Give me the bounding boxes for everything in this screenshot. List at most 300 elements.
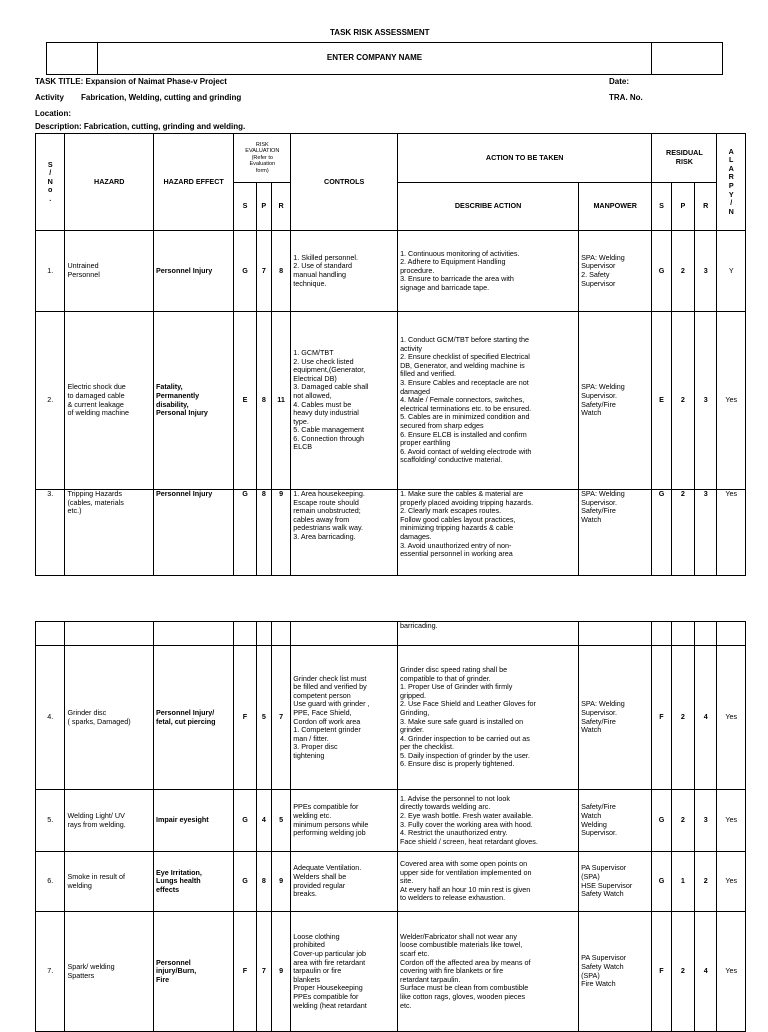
cont-cell	[652, 622, 671, 646]
text-line: performing welding job	[293, 828, 366, 838]
severity-cell: G	[234, 790, 256, 852]
text-line: Impair eyesight	[155, 815, 209, 825]
cont-cell	[153, 622, 233, 646]
text-line: Y	[728, 189, 734, 199]
text-line: welding etc.	[293, 810, 332, 820]
text-line: A	[728, 163, 734, 173]
text-line: disability,	[155, 399, 189, 409]
residual-p-cell: 2	[671, 912, 694, 1032]
text-line: 2. Clearly mark escapes routes.	[400, 506, 502, 516]
text-line: HSE Supervisor	[581, 880, 633, 890]
text-line: PA Supervisor	[581, 863, 627, 873]
probability-cell: 4	[256, 790, 271, 852]
text-line: form)	[255, 167, 269, 174]
text-line: properly placed avoiding tripping hazards.	[400, 497, 534, 507]
residual-r-cell: 2	[695, 852, 717, 912]
text-line: PPE, Face Shield,	[293, 707, 352, 717]
controls-cell	[291, 790, 398, 852]
text-line: breaks.	[293, 889, 317, 899]
activity-label: Activity	[35, 93, 64, 102]
manpower-cell	[579, 312, 652, 490]
residual-s-cell: G	[652, 790, 671, 852]
text-line: Safety Watch	[581, 961, 624, 971]
hazard-header: HAZARD	[65, 134, 153, 231]
text-line: tarpaulin or fire	[293, 966, 342, 976]
text-line: 2. Safety	[581, 270, 610, 279]
text-line: PPEs compatible for	[293, 991, 359, 1001]
text-line: Electric shock due	[67, 382, 126, 392]
actions-cell	[398, 312, 579, 490]
text-line: PA Supervisor	[581, 953, 627, 963]
text-line: 4. Cables must be	[293, 399, 352, 409]
text-line: 1. Conduct GCM/TBT before starting the	[400, 335, 529, 345]
text-line: Use guard with grinder ,	[293, 699, 370, 709]
cont-cell	[256, 622, 271, 646]
text-line: SPA: Welding	[581, 252, 625, 262]
controls-cell	[291, 312, 398, 490]
row-number: 1.	[36, 231, 65, 312]
describe-action-header: DESCRIBE ACTION	[398, 183, 579, 231]
hazard-effect-cell	[153, 790, 233, 852]
text-line: retardant tarpaulin.	[400, 974, 461, 984]
text-line: RISK	[675, 157, 693, 166]
probability-cell: 8	[256, 490, 271, 576]
actions-cell	[398, 852, 579, 912]
text-line: 3. Damaged cable shall	[293, 382, 369, 392]
text-line: DB, Generator, and welding machine is	[400, 360, 525, 370]
text-line: Personnel Injury	[155, 489, 213, 498]
text-line: 3. Area barricading.	[293, 531, 356, 541]
table-row	[36, 490, 746, 576]
row-number: 3.	[36, 490, 65, 576]
text-line: Supervisor	[581, 261, 616, 271]
severity-cell: F	[234, 912, 256, 1032]
text-line: 6. Connection through	[293, 433, 365, 443]
alarp-header	[717, 134, 746, 231]
actions-cell	[398, 490, 579, 576]
text-line: Fatality,	[155, 382, 183, 392]
residual-p-cell: 2	[671, 231, 694, 312]
text-line: Safety/Fire	[581, 399, 616, 409]
row-number: 5.	[36, 790, 65, 852]
text-line: Spark/ welding	[67, 961, 115, 971]
text-line: of welding machine	[67, 408, 130, 418]
text-line: 3. Proper disc	[293, 742, 338, 752]
text-line: secured from sharp edges	[400, 420, 484, 430]
text-line: 6. Avoid contact of welding electrode with	[400, 446, 532, 456]
controls-cell	[291, 231, 398, 312]
text-line: loose combustible materials like towel,	[400, 940, 523, 950]
residual-r-cell: 3	[695, 790, 717, 852]
text-line: minimizing tripping hazards & cable	[400, 523, 514, 533]
text-line: rays from welding.	[67, 819, 126, 829]
text-line: Personnel	[155, 957, 191, 967]
text-line: Fire Watch	[581, 979, 616, 989]
text-line: Eye Irritation,	[155, 867, 202, 877]
text-line: A	[728, 146, 734, 156]
doc-title: TASK RISK ASSESSMENT	[330, 28, 430, 37]
company-name[interactable]: ENTER COMPANY NAME	[98, 43, 652, 75]
text-line: type.	[293, 416, 309, 426]
row-number: 4.	[36, 646, 65, 790]
text-line: to welders to release exhaustion.	[400, 893, 506, 903]
text-line: Electrical DB)	[293, 373, 337, 383]
text-line: 1. Proper Use of Grinder with firmly	[400, 682, 513, 692]
cont-cell	[717, 622, 746, 646]
text-line: pedestrians walk way.	[293, 523, 364, 533]
alarp-cell: Yes	[717, 912, 746, 1032]
residual-s-cell: G	[652, 490, 671, 576]
probability-cell: 7	[256, 912, 271, 1032]
hazard-effect-cell	[153, 912, 233, 1032]
text-line: gripped.	[400, 690, 427, 700]
alarp-cell: Yes	[717, 852, 746, 912]
row-number: 6.	[36, 852, 65, 912]
text-line: N	[728, 206, 734, 216]
text-line: 3. Fully cover the working area with hood.	[400, 819, 533, 829]
actions-cell	[398, 912, 579, 1032]
residual-r-cell: 4	[695, 912, 717, 1032]
text-line: Supervisor.	[581, 390, 618, 400]
cont-cell	[291, 622, 398, 646]
text-line: 1. Area housekeeping.	[293, 489, 365, 498]
alarp-cell: Yes	[717, 790, 746, 852]
text-line: Cover-up particular job	[293, 949, 366, 959]
text-line: Personal Injury	[155, 408, 208, 418]
text-line: 5. Daily inspection of grinder by the user.	[400, 750, 530, 760]
risk-cell: 5	[271, 790, 290, 852]
text-line: Follow good cables layout practices,	[400, 514, 516, 524]
text-line: heavy duty industrial	[293, 408, 359, 418]
residual-r-cell: 3	[695, 312, 717, 490]
text-line: Adequate Ventilation.	[293, 863, 362, 873]
text-line: blankets	[293, 974, 321, 984]
text-line: Personnel	[67, 270, 100, 279]
text-line: 1. Skilled personnel.	[293, 252, 359, 262]
manpower-cell	[579, 790, 652, 852]
text-line: R	[728, 172, 734, 182]
text-line: 1. Advise the personnel to not look	[400, 793, 510, 803]
text-line: .	[49, 193, 52, 203]
residual-header	[652, 134, 717, 183]
cont-cell	[671, 622, 694, 646]
manpower-cell	[579, 852, 652, 912]
alarp-cell: Y	[717, 231, 746, 312]
text-line: 4. Restrict the unauthorized entry.	[400, 828, 508, 838]
residual-p-cell: 2	[671, 490, 694, 576]
logo-cell-right	[652, 43, 723, 75]
residual-p-header: P	[671, 183, 694, 231]
table-row	[36, 312, 746, 490]
text-line: procedure.	[400, 265, 435, 275]
text-line: fetal, cut piercing	[155, 716, 216, 726]
severity-cell: F	[234, 646, 256, 790]
residual-s-cell: E	[652, 312, 671, 490]
table-row	[36, 912, 746, 1032]
hazard-cell	[65, 646, 153, 790]
text-line: competent person	[293, 690, 351, 700]
hazard-effect-cell	[153, 312, 233, 490]
residual-r-header: R	[695, 183, 717, 231]
text-line: L	[729, 155, 734, 165]
text-line: remain unobstructed;	[293, 506, 361, 516]
text-line: Grinding,	[400, 707, 430, 717]
text-line: 4. Male / Female connectors, switches,	[400, 395, 525, 405]
text-line: Safety/Fire	[581, 506, 616, 516]
text-line: Welding Light/ UV	[67, 810, 125, 820]
severity-cell: E	[234, 312, 256, 490]
text-line: Supervisor	[581, 278, 616, 288]
text-line: 2. Use check listed	[293, 356, 354, 366]
hazard-effect-header: HAZARD EFFECT	[153, 134, 233, 231]
action-header: ACTION TO BE TAKEN	[398, 134, 652, 183]
text-line: EVALUATION	[245, 148, 280, 155]
text-line: Supervisor.	[581, 828, 618, 838]
text-line: 6. Ensure disc is properly tightened.	[400, 759, 515, 769]
text-line: man / fitter.	[293, 733, 329, 743]
text-line: Watch	[581, 810, 602, 820]
text-line: Grinder disc	[67, 707, 107, 717]
hazard-effect-cell	[153, 490, 233, 576]
residual-s-cell: F	[652, 912, 671, 1032]
hazard-effect-cell	[153, 646, 233, 790]
s-header: S	[234, 183, 256, 231]
text-line: compatible to that of grinder.	[400, 673, 491, 683]
sno-header	[36, 134, 65, 231]
residual-p-cell: 1	[671, 852, 694, 912]
text-line: not allowed,	[293, 390, 332, 400]
text-line: 2. Eye wash bottle. Fresh water available.	[400, 810, 534, 820]
alarp-cell: Yes	[717, 490, 746, 576]
text-line: Escape route should	[293, 497, 359, 507]
text-line: Tripping Hazards	[67, 489, 122, 498]
text-line: Permanently	[155, 390, 200, 400]
severity-cell: G	[234, 852, 256, 912]
text-line: (cables, materials	[67, 497, 124, 507]
cont-cell	[234, 622, 256, 646]
text-line: effects	[155, 884, 180, 894]
text-line: Welder/Fabricator shall not wear any	[400, 931, 517, 941]
risk-cell: 7	[271, 646, 290, 790]
probability-cell: 5	[256, 646, 271, 790]
probability-cell: 8	[256, 312, 271, 490]
table-row	[36, 646, 746, 790]
text-line: Personnel Injury	[155, 265, 213, 275]
text-line: grinder.	[400, 725, 425, 735]
text-line: PPEs compatible for	[293, 802, 359, 812]
text-line: N	[47, 176, 53, 186]
text-line: minimum persons while	[293, 819, 369, 829]
text-line: tightening	[293, 750, 325, 760]
tra-label: TRA. No.	[609, 93, 643, 102]
risk-cell: 9	[271, 912, 290, 1032]
text-line: Safety/Fire	[581, 802, 616, 812]
text-line: At every half an hour 10 min rest is given	[400, 884, 531, 894]
text-line: essential personnel in working area	[400, 549, 513, 559]
text-line: Spatters	[67, 970, 95, 980]
text-line: Loose clothing	[293, 931, 340, 941]
text-line: Watch	[581, 725, 602, 735]
text-line: 1. Competent grinder	[293, 725, 361, 735]
text-line: proper earthling	[400, 438, 451, 448]
manpower-cell	[579, 912, 652, 1032]
text-line: scarf etc.	[400, 949, 430, 959]
text-line: (SPA)	[581, 871, 600, 881]
text-line: filled and verified.	[400, 369, 456, 379]
severity-cell: G	[234, 490, 256, 576]
manpower-cell	[579, 490, 652, 576]
activity-value: Fabrication, Welding, cutting and grinding	[81, 93, 242, 102]
text-line: /	[49, 168, 52, 178]
risk-table-page-2	[35, 621, 746, 1032]
cont-cell	[271, 622, 290, 646]
r-header: R	[271, 183, 290, 231]
text-line: to damaged cable	[67, 390, 125, 400]
text-line: 5. Cables are in minimized condition and	[400, 412, 530, 422]
hazard-cell	[65, 852, 153, 912]
text-line: Safety/Fire	[581, 716, 616, 726]
text-line: cables away from	[293, 514, 350, 524]
text-line: per the checklist.	[400, 742, 454, 752]
hazard-cell	[65, 790, 153, 852]
text-line: upper side for ventilation implemented on	[400, 867, 532, 877]
hazard-cell	[65, 490, 153, 576]
residual-r-cell: 3	[695, 490, 717, 576]
text-line: Surface must be clean from combustible	[400, 983, 529, 993]
actions-cell	[398, 231, 579, 312]
manpower-cell	[579, 646, 652, 790]
residual-s-cell: G	[652, 852, 671, 912]
text-line: o	[48, 185, 53, 195]
hazard-cell	[65, 312, 153, 490]
text-line: Safety Watch	[581, 889, 624, 899]
probability-cell: 8	[256, 852, 271, 912]
text-line: technique.	[293, 278, 327, 288]
hazard-effect-cell	[153, 852, 233, 912]
logo-cell	[47, 43, 98, 75]
text-line: Supervisor.	[581, 497, 618, 507]
probability-cell: 7	[256, 231, 271, 312]
text-line: Grinder disc speed rating shall be	[400, 664, 508, 674]
text-line: 3. Ensure Cables and receptacle are not	[400, 378, 529, 388]
text-line: ( sparks, Damaged)	[67, 716, 131, 726]
residual-s-cell: G	[652, 231, 671, 312]
hazard-cell	[65, 912, 153, 1032]
controls-cell	[291, 852, 398, 912]
text-line: prohibited	[293, 940, 325, 950]
text-line: site.	[400, 876, 414, 886]
text-line: & current leakage	[67, 399, 124, 409]
actions-cell	[398, 646, 579, 790]
text-line: directly towards welding arc.	[400, 802, 491, 812]
cont-cell	[36, 622, 65, 646]
text-line: 3. Avoid unauthorized entry of non-	[400, 540, 512, 550]
text-line: 4. Grinder inspection to be carried out as	[400, 733, 530, 743]
manpower-cell	[579, 231, 652, 312]
text-line: area with fire retardant	[293, 957, 366, 967]
text-line: RESIDUAL	[666, 148, 703, 158]
text-line: injury/Burn,	[155, 966, 197, 976]
manpower-header: MANPOWER	[579, 183, 652, 231]
text-line: welding (heat retardant	[293, 1000, 367, 1010]
text-line: 2. Use Face Shield and Leather Gloves for	[400, 699, 536, 709]
text-line: Watch	[581, 408, 602, 418]
text-line: 1. Continuous monitoring of activities.	[400, 248, 520, 258]
controls-cell	[291, 912, 398, 1032]
text-line: SPA: Welding	[581, 489, 625, 498]
text-line: electrical terminations etc. to be ensured.	[400, 403, 532, 413]
text-line: welding	[67, 880, 92, 890]
actions-cell	[398, 790, 579, 852]
risk-cell: 9	[271, 490, 290, 576]
residual-p-cell: 2	[671, 646, 694, 790]
text-line: like cotton rags, gloves, wooden pieces	[400, 991, 526, 1001]
text-line: 2. Use of standard	[293, 261, 353, 271]
text-line: Smoke in result of	[67, 871, 126, 881]
company-table	[46, 42, 723, 75]
risk-cell: 8	[271, 231, 290, 312]
severity-cell: G	[234, 231, 256, 312]
cont-cell	[65, 622, 153, 646]
row-number: 7.	[36, 912, 65, 1032]
residual-s-header: S	[652, 183, 671, 231]
table-row	[36, 852, 746, 912]
text-line: equipment,(Generator,	[293, 365, 366, 375]
location-label: Location:	[35, 109, 71, 118]
controls-cell	[291, 646, 398, 790]
text-line: (SPA)	[581, 970, 600, 980]
text-line: Grinder check list must	[293, 673, 367, 683]
risk-table-page-1	[35, 133, 746, 576]
text-line: covering with fire blankets or fire	[400, 966, 504, 976]
text-line: provided regular	[293, 880, 346, 890]
text-line: Supervisor.	[581, 707, 618, 717]
alarp-cell: Yes	[717, 646, 746, 790]
table-row	[36, 231, 746, 312]
text-line: Cordon off work area	[293, 716, 361, 726]
text-line: 1. GCM/TBT	[293, 347, 334, 357]
risk-cell: 9	[271, 852, 290, 912]
controls-header: CONTROLS	[291, 134, 398, 231]
risk-eval-header	[234, 134, 291, 183]
text-line: scaffolding/ conductive material.	[400, 455, 503, 465]
text-line: S	[47, 159, 53, 169]
text-line: 3. Make sure safe guard is installed on	[400, 716, 524, 726]
text-line: 2. Ensure checklist of specified Electrical	[400, 352, 530, 362]
row-number: 2.	[36, 312, 65, 490]
text-line: Welders shall be	[293, 871, 347, 881]
task-title: TASK TITLE: Expansion of Naimat Phase-v Project	[35, 77, 227, 86]
hazard-cell	[65, 231, 153, 312]
text-line: Fire	[155, 974, 170, 984]
text-line: damaged	[400, 386, 431, 396]
text-line: Welding	[581, 819, 607, 829]
text-line: etc.)	[67, 506, 82, 516]
text-line: Cordon off the affected area by means of	[400, 957, 531, 967]
text-line: 1. Make sure the cables & material are	[400, 489, 524, 498]
text-line: RISK	[255, 141, 269, 148]
text-line: ELCB	[293, 442, 313, 452]
text-line: 3. Ensure to barricade the area with	[400, 274, 514, 284]
text-line: etc.	[400, 1000, 412, 1010]
text-line: signage and barricade tape.	[400, 282, 490, 292]
cont-cell	[579, 622, 652, 646]
text-line: 2. Adhere to Equipment Handling	[400, 257, 506, 267]
risk-cell: 11	[271, 312, 290, 490]
residual-p-cell: 2	[671, 312, 694, 490]
controls-cell	[291, 490, 398, 576]
residual-r-cell: 3	[695, 231, 717, 312]
